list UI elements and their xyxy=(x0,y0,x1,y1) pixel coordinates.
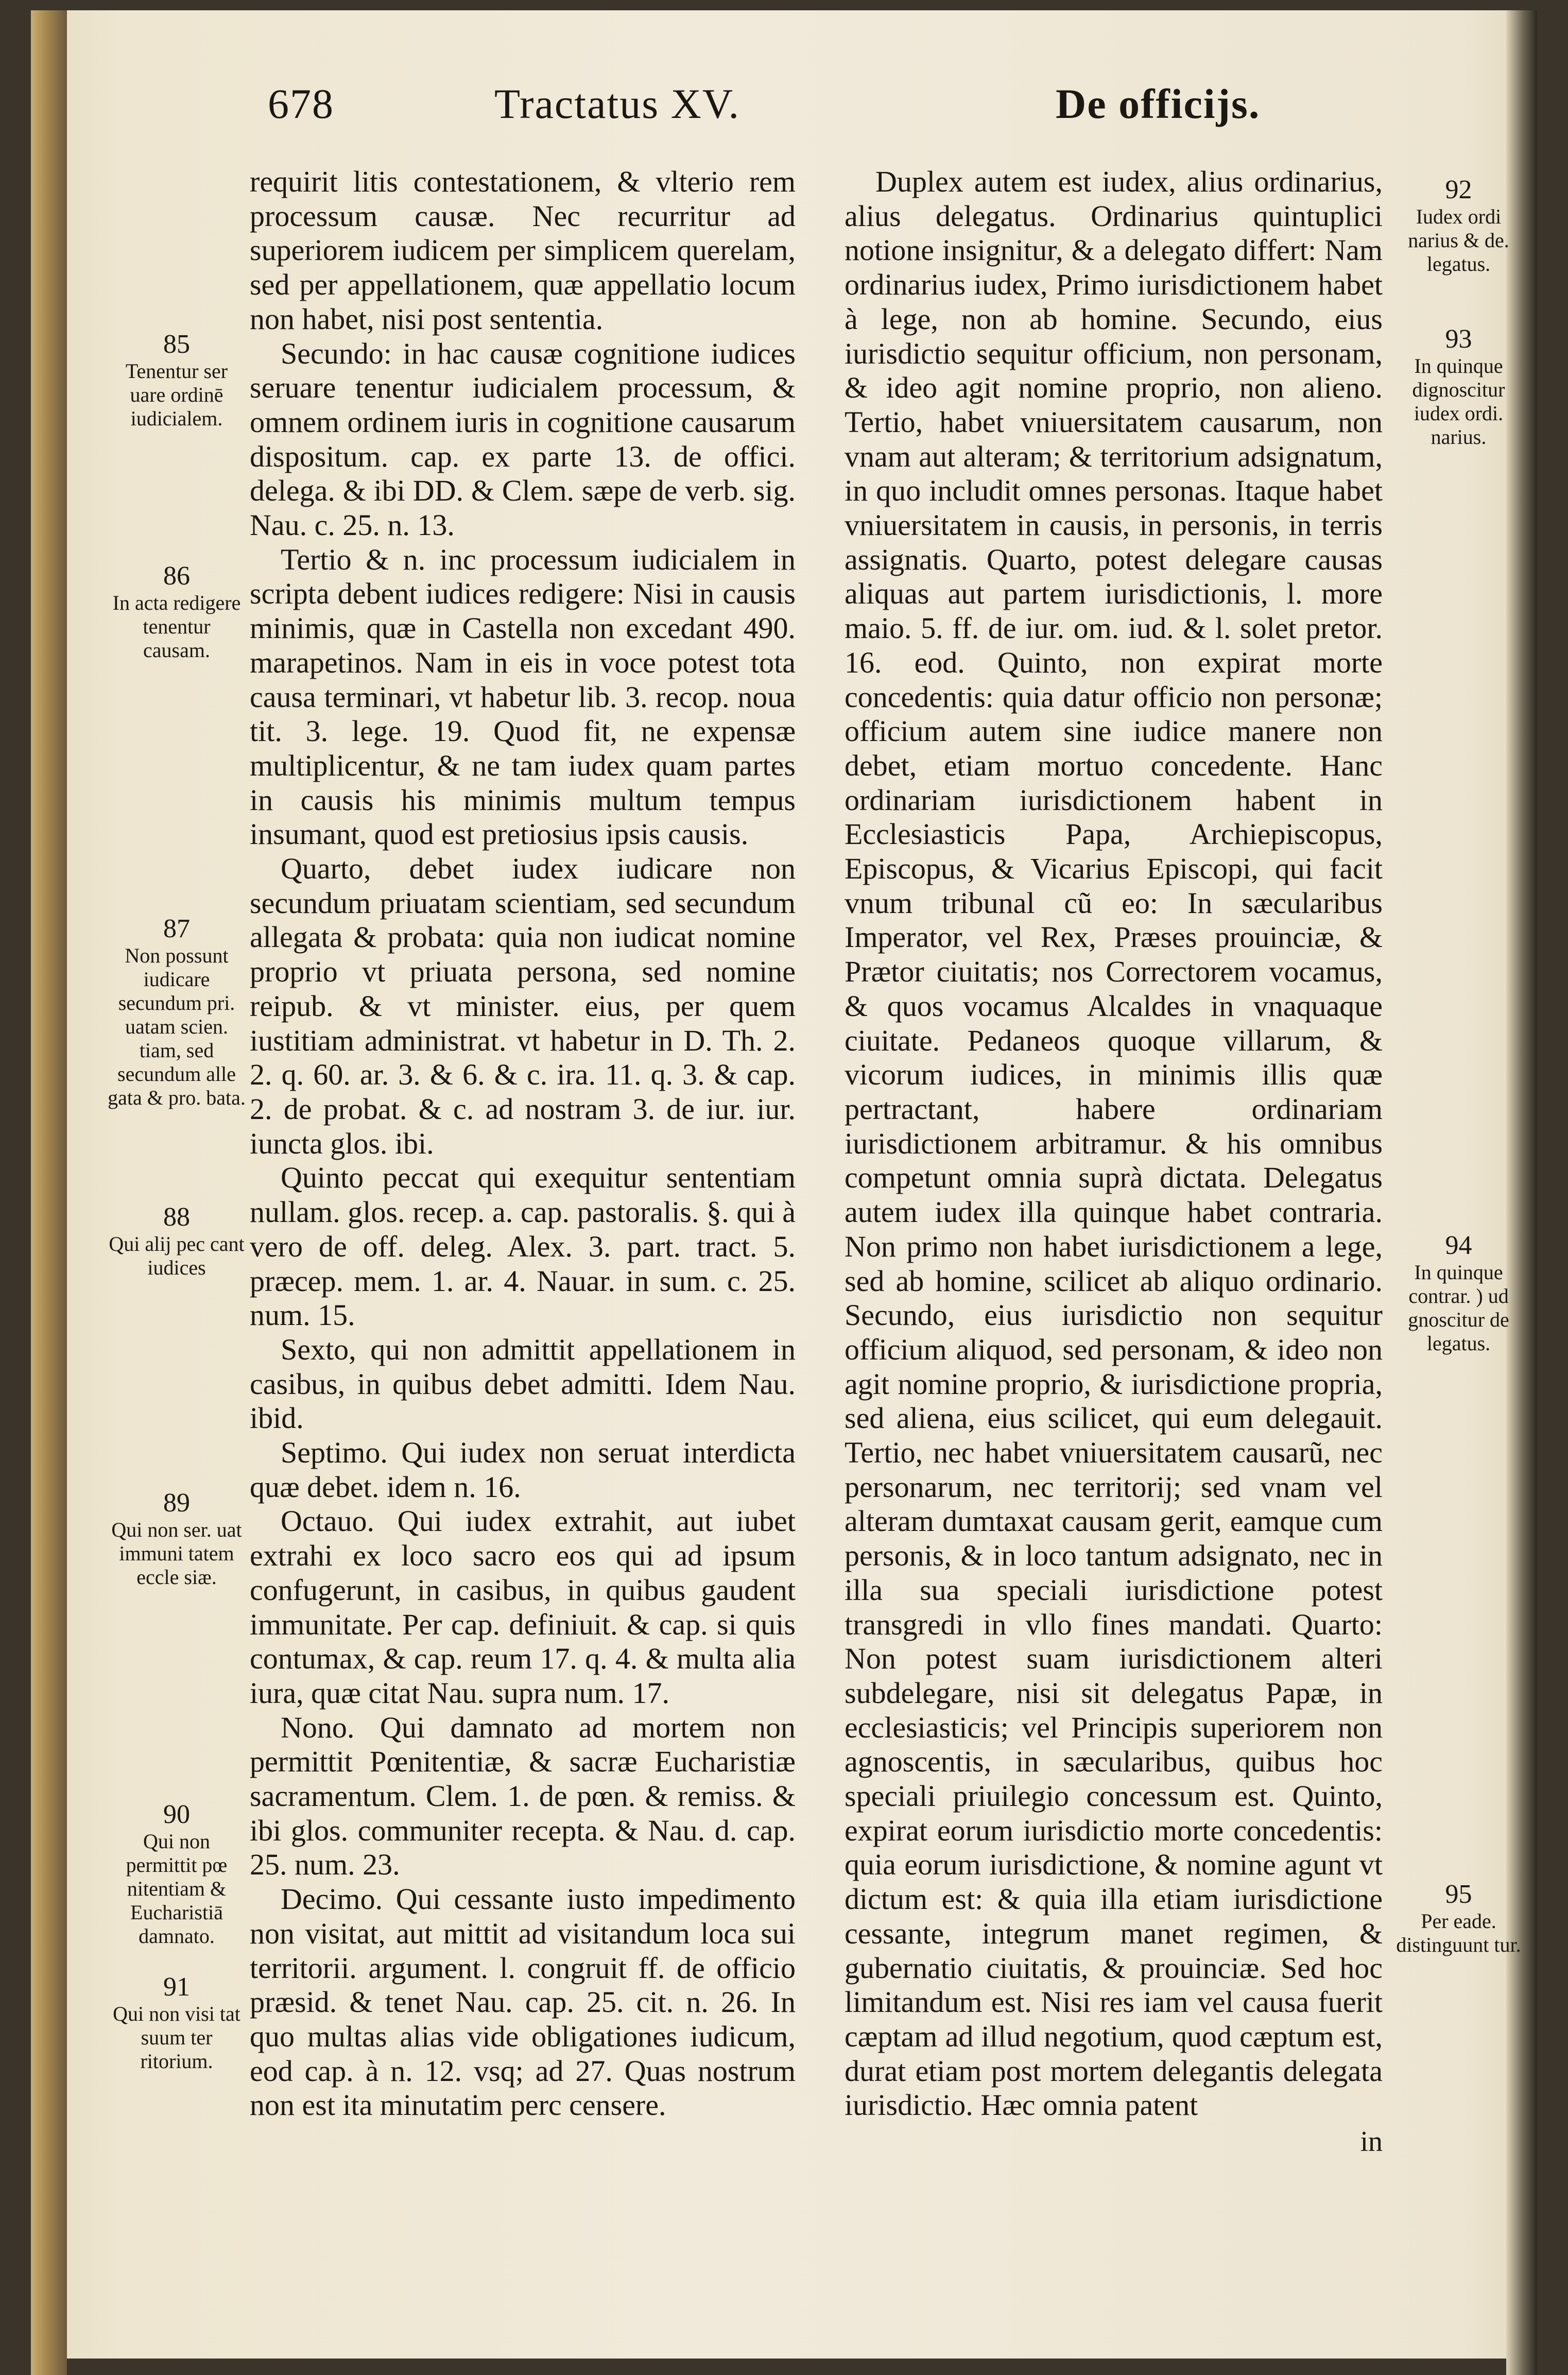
paragraph: Quarto, debet iudex iudicare non secundum priuatam scientiam, sed secundum allegata & probata: quia non iudicat nomine proprio vt priuata persona, sed nomine reipub. & vt minister. eius, per quem iustitiam administrat. vt habetur in D. Th. 2. 2. q. 60. ar. 3. & 6. & c. ira. 11. q. 3. & cap. 2. de probat. & c. ad nostram 3. de iur. iur. iuncta glos. ibi. xyxy=(250,852,796,1160)
margin-note-number: 87 xyxy=(163,914,190,943)
margin-note-number: 89 xyxy=(163,1488,190,1518)
margin-note xyxy=(107,330,246,431)
margin-note-number: 88 xyxy=(163,1202,190,1232)
paragraph: Secundo: in hac causæ cognitione iudices seruare tenentur iudicialem processum, & omnem ordinem iuris in cognitione causarum dispositum. cap. ex parte 13. de offici. delega. & ibi DD. & Clem. sæpe de verb. sig. Nau. c. 25. n. 13. xyxy=(250,336,796,542)
margin-note-text: Qui non permittit pœ nitentiam & Eucharistiā damnato. xyxy=(126,1830,228,1948)
margin-note-number: 93 xyxy=(1445,324,1472,354)
margin-note-text: Qui alij pec cant iudices xyxy=(109,1232,245,1279)
catchword: in xyxy=(1360,2126,1383,2158)
paragraph: requirit litis contestationem, & vlterio rem processum causæ. Nec recurritur ad superiorem iudicem per simplicem querelam, sed per appellationem, quæ appellatio locum non habet, nisi post sententia. xyxy=(250,165,796,336)
margin-note xyxy=(1395,324,1522,449)
margin-note-number: 92 xyxy=(1445,175,1472,204)
margin-note-text: Qui non ser. uat immuni tatem eccle siæ. xyxy=(111,1518,242,1589)
paragraph: Nono. Qui damnato ad mortem non permittit Pœnitentiæ, & sacræ Eucharistiæ sacramentum. Clem. 1. de pœn. & remiss. & ibi glos. communiter recepta. & Nau. d. cap. 25. num. 23. xyxy=(250,1710,796,1882)
margin-note-text: Qui non visi tat suum ter ritorium. xyxy=(113,2002,240,2073)
book-page xyxy=(31,10,1537,2359)
margin-note-number: 95 xyxy=(1445,1880,1472,1909)
paragraph: Tertio & n. inc processum iudicialem in scripta debent iudices redigere: Nisi in causis minimis, quæ in Castella non excedant 490. marapetinos. Nam in eis in voce potest tota causa terminari, vt habetur lib. 3. recop. noua tit. 3. lege. 19. Quod fit, ne expensæ multiplicentur, & ne tam iudex quam partes in causis his minimis multum tempus insumant, quod est pretiosius ipsis causis. xyxy=(250,542,796,851)
margin-note-text: Tenentur ser uare ordinē iudicialem. xyxy=(125,359,228,430)
paragraph: Duplex autem est iudex, alius ordinarius, alius delegatus. Ordinarius quintuplici notione insignitur, & a delegato differt: Nam ordinarius iudex, Primo iurisdictionem habet à lege, non ab homine. Secundo, eius iurisdictio sequitur officium, non personam, & ideo agit nomine proprio, non alieno. Tertio, habet vniuersitatem causarum, non vnam aut alteram; & territorium adsignatum, in quo includit omnes personas. Itaque habet vniuersitatem in causis, in personis, in terris assignatis. Quarto, potest delegare causas aliquas aut partem iurisdictionis, l. more maio. 5. ff. de iur. om. iud. & l. solet pretor. 16. eod. Quinto, non expirat morte concedentis: quia datur officio non personæ; officium autem sine iudice manere non debet, etiam mortuo concedente. Hanc ordinariam iurisdictionem habent in Ecclesiasticis Papa, Archiepiscopus, Episcopus, & Vicarius Episcopi, qui facit vnum tribunal cũ eo: In sæcularibus Imperator, vel Rex, Præses prouinciæ, & Prætor ciuitatis; nos Correctorem vocamus, & quos vocamus Alcaldes in vnaquaque ciuitate. Pedaneos quoque villarum, & vicorum iudices, in minimis illis quæ pertractant, habere ordinariam iurisdictionem arbitramur. & his omnibus competunt omnia suprà dictata. Delegatus autem iudex illa quinque habet contraria. Non primo non habet iurisdictionem a lege, sed ab homine, scilicet ab aliquo ordinario. Secundo, eius iurisdictio non sequitur officium aliquod, sed personam, & ideo non agit nomine proprio, & iurisdictione propria, sed aliena, eius scilicet, qui eum delegauit. Tertio, nec habet vniuersitatem causarũ, nec personarum, nec territorij; sed vnam vel alteram dumtaxat causam gerit, eamque cum personis, & in loco tantum adsignato, nec in illa sua speciali iurisdictione potest transgredi in vllo fines mandati. Quarto: Non potest suam iurisdictionem alteri subdelegare, nisi sit delegatus Papæ, in ecclesiasticis; vel Principis superiorem non agnoscentis, in sæcularibus, quibus hoc speciali priuilegio concessum est. Quinto, expirat eorum iurisdictio morte concedentis: quia eorum iurisdictione, & nomine agunt vt dictum est: & quia illa etiam iurisdictione cessante, integrum manet regimen, & gubernatio ciuitatis, & prouinciæ. Sed hoc limitandum est. Nisi res iam vel causa fuerit cæptam ad illud negotium, quod cæptum est, durat etiam post mortem delegantis delegata iurisdictio. Hæc omnia patent xyxy=(845,165,1383,2122)
paragraph: Sexto, qui non admittit appellationem in casibus, in quibus debet admitti. Idem Nau. ibid. xyxy=(250,1332,796,1435)
margin-note-text: In quinque dignoscitur iudex ordi. narius. xyxy=(1412,354,1505,449)
margin-note xyxy=(1395,1880,1522,1957)
margin-note-number: 85 xyxy=(163,330,190,359)
margin-note-number: 94 xyxy=(1445,1231,1472,1260)
margin-note xyxy=(107,1800,246,1948)
paragraph: Septimo. Qui iudex non seruat interdicta quæ debet. idem n. 16. xyxy=(250,1436,796,1504)
margin-note-number: 86 xyxy=(163,561,190,591)
margin-note xyxy=(107,561,246,662)
paragraph: Quinto peccat qui exequitur sententiam nullam. glos. recep. a. cap. pastoralis. §. qui à vero de off. deleg. Alex. 3. part. tract. 5. præcep. mem. 1. ar. 4. Nauar. in sum. c. 25. num. 15. xyxy=(250,1161,796,1332)
margin-note-text: In quinque contrar. ) ud gnoscitur de legatus. xyxy=(1408,1261,1509,1355)
paragraph: Octauo. Qui iudex extrahit, aut iubet extrahi ex loco sacro eos qui ad ipsum confugerunt, in casibus, in quibus gaudent immunitate. Per cap. definiuit. & cap. si quis contumax, & cap. reum 17. q. 4. & multa alia iura, quæ citat Nau. supra num. 17. xyxy=(250,1504,796,1710)
margin-note-number: 90 xyxy=(163,1800,190,1829)
left-text-column xyxy=(250,165,796,2123)
margin-note-text: Non possunt iudicare secundum pri. uatam scien. tiam, sed secundum alle gata & pro. bata. xyxy=(108,944,246,1109)
margin-note-text: Per eade. distinguunt tur. xyxy=(1396,1909,1521,1956)
book-gutter xyxy=(31,10,67,2375)
paragraph: Decimo. Qui cessante iusto impedimento non visitat, aut mittit ad visitandum loca sui territorii. argument. l. congruit ff. de officio præsid. & tenet Nau. cap. 25. cit. n. 26. In quo multas alias vide obligationes iudicum, eod cap. à n. 12. vsq; ad 27. Quas nostrum non est ita minutatim perc censere. xyxy=(250,1882,796,2122)
margin-note-text: Iudex ordi narius & de. legatus. xyxy=(1408,205,1509,276)
running-title: Tractatus XV. xyxy=(494,80,740,127)
margin-note xyxy=(107,914,246,1110)
margin-note xyxy=(1395,175,1522,276)
margin-note xyxy=(1395,1231,1522,1355)
margin-note xyxy=(107,1202,246,1280)
margin-note-number: 91 xyxy=(163,1972,190,2002)
right-text-column xyxy=(845,165,1383,2159)
margin-note-text: In acta redigere tenentur causam. xyxy=(112,591,241,662)
margin-note xyxy=(107,1972,246,2073)
margin-note xyxy=(107,1488,246,1589)
section-title: De officijs. xyxy=(1056,80,1261,127)
page-number: 678 xyxy=(268,80,334,127)
